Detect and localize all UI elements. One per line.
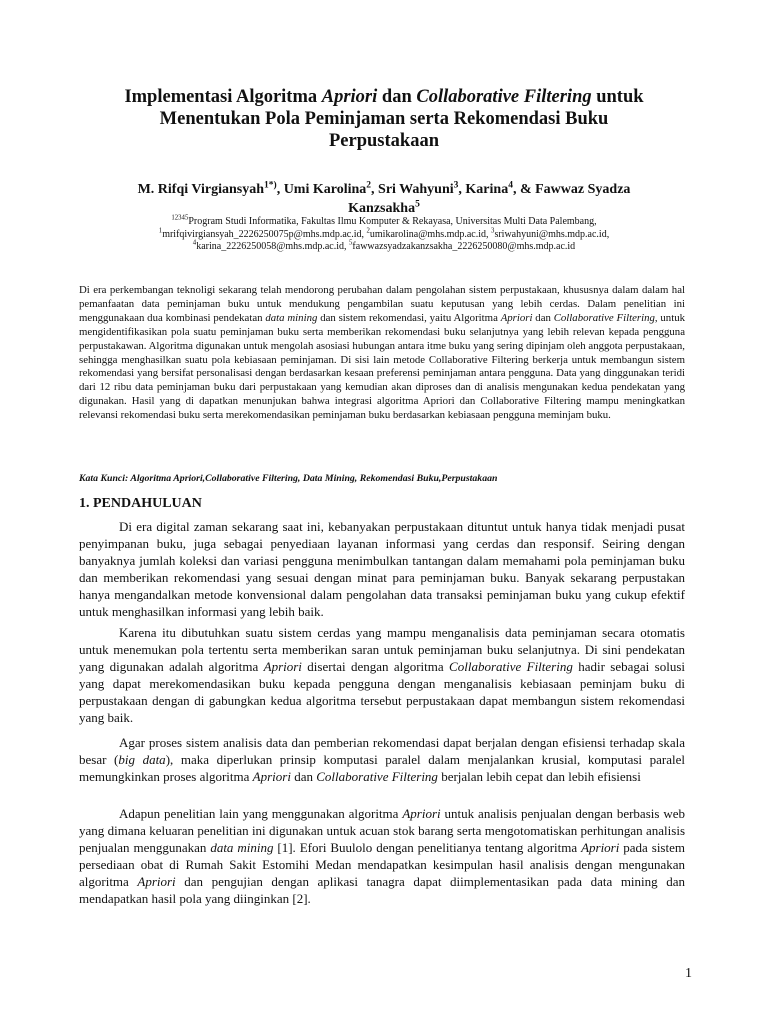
author-list: [80, 180, 688, 218]
author-email: sriwahyuni@mhs.mdp.ac.id,: [494, 228, 610, 240]
paragraph-italic: Collaborative Filtering: [316, 769, 438, 785]
paragraph-text: hadir sebagai solusi yang dapat merekomendasikan buku kepada pengguna dengan menganalisis kebiasaan peminjam buku di perpustakaan dengan di gabungkan kedua algoritma tersebut perpustakaan dapat membangun sistem rekomendasi yang baik.: [79, 659, 685, 726]
email-sup: 3: [491, 227, 495, 235]
author-name: , Umi Karolina: [276, 182, 367, 197]
author-name: , Sri Wahyuni: [371, 182, 454, 197]
email-sup: 2: [366, 227, 370, 235]
paragraph-text: dan pengujian dengan aplikasi tanagra dapat diimplementasikan pada data mining dan mendapatkan hasil pola yang diinginkan [2].: [79, 874, 685, 907]
author-sup: 5: [415, 199, 420, 210]
author-email: umikarolina@mhs.mdp.ac.id,: [369, 228, 492, 240]
paragraph-italic: Apriori: [263, 659, 302, 675]
title-line-2: Menentukan Pola Peminjaman serta Rekomendasi Buku: [159, 109, 609, 129]
paragraph-text: Di era digital zaman sekarang saat ini, kebanyakan perpustakaan dituntut untuk hanya tidak menjadi pusat penyimpanan buku, juga sebagai penyediaan layanan informasi yang cerdas dan responsif. Seiring dengan banyaknya jumlah koleksi dan variasi pengguna menimbulkan tantangan dalam memahami pola peminjaman buku dan memberikan rekomendasi yang sesuai dengan minat para peminjaman buku. Banyak sekarang perpustakan hanya mengandalkan metode konvensional dalam pengolahan data transaksi peminjaman buku yang cukup efektif untuk menghasilkan informasi yang lebih baik.: [79, 519, 685, 620]
author-name: , & Fawwaz Syadza: [512, 182, 631, 197]
author-name: Kanzsakha: [348, 201, 416, 216]
email-sup: 5: [349, 239, 353, 247]
email-sup: 1: [158, 227, 163, 235]
body-paragraph-1: [79, 518, 685, 621]
abstract-italic: Collaborative Filtering: [553, 311, 655, 324]
affiliation-block: [80, 216, 688, 254]
section-heading: 1. PENDAHULUAN: [79, 496, 202, 511]
abstract-text: , untuk mengidentifikasikan pola suatu peminjaman buku serta memberikan rekomendasi buku selanjutnya yang lebih relevan kepada pengguna perpustakawan. Algoritma digunakan untuk mengolah asosiasi hubungan antara itme buku yang sering dipinjam oleh anggota perpustakaan, sehingga menghasilkan suatu pola kebiasaan peminjaman. Di sisi lain metode Collaborative Filtering berkerja untuk membangun sistem rekomendasi yang bersifat personalisasi dengan berdasarkan kesaan preferensi peminjaman antara pengguna. Data yang dinggunakan teridi dari 12 ribu data peminjaman buku dari perpustakaan yang kemudian akan diproses dan di analisis mengunakan kedua pendekatan yang digunakan. Hasil yang di dapatkan menunjukan bahwa integrasi algoritma Apriori dan Collaborative Filtering mampu meningkatkan relevansi rekomendasi buku serta merekomendasikan peminjaman buku berdasarkan kebiasaan pengguna meminjam buku.: [79, 311, 685, 422]
author-sup: 1*): [264, 180, 277, 191]
paragraph-italic: Apriori: [581, 840, 620, 856]
paragraph-text: disertai dengan algoritma: [301, 659, 450, 675]
affiliation-text: Program Studi Informatika, Fakultas Ilmu Komputer & Rekayasa, Universitas Multi Data Palembang,: [188, 216, 597, 227]
abstract-italic: Apriori: [500, 311, 533, 324]
paragraph-text: Adapun penelitian lain yang menggunakan algoritma: [119, 806, 403, 821]
body-paragraph-2: [79, 624, 685, 727]
paragraph-italic: big data: [118, 752, 166, 768]
paragraph-text: pada sistem persediaan obat di Rumah Sakit Estomihi Medan mendapatkan kesimpulan hasil analisis dengan mengunakan algoritma: [79, 840, 685, 890]
abstract-text: Di era perkembangan teknoligi sekarang telah mendorong perubahan dalam pengolahan sistem perpustakaan, khususnya dalam dalam hal pemanfaatan data peminjaman buku untuk mendukung pengambilan suatu keputusan yang lebih cerdas. Dalam penelitian ini menggunakaan dua kombinasi pendekatan: [79, 284, 685, 324]
paragraph-italic: Apriori: [402, 806, 441, 821]
paragraph-text: dan: [290, 769, 317, 785]
author-sup: 4: [508, 180, 513, 191]
title-italic: Apriori: [321, 87, 378, 107]
body-paragraph-4: [79, 805, 685, 908]
paragraph-italic: data mining: [210, 840, 274, 856]
author-name: M. Rifqi Virgiansyah: [137, 182, 264, 197]
abstract-text: dan: [532, 311, 554, 324]
abstract-text: dan sistem rekomendasi, yaitu Algoritma: [317, 311, 501, 324]
title-text: Implementasi Algoritma: [124, 87, 322, 107]
paragraph-italic: Apriori: [137, 874, 176, 890]
author-sup: 3: [453, 180, 459, 191]
paragraph-text: [1]. Efori Buulolo dengan penelitianya tentang algoritma: [273, 840, 582, 856]
author-email: karina_2226250058@mhs.mdp.ac.id,: [196, 241, 350, 252]
keywords: Kata Kunci: Algoritma Apriori,Collaborative Filtering, Data Mining, Rekomendasi Buku,Perpustakaan: [79, 473, 498, 484]
title-line-3: Perpustakaan: [329, 131, 439, 151]
paragraph-italic: Collaborative Filtering: [449, 659, 573, 675]
author-sup: 2: [366, 180, 372, 191]
title-text: untuk: [591, 87, 644, 107]
paragraph-text: berjalan lebih cepat dan lebih efisiensi: [437, 769, 641, 785]
abstract: [79, 284, 685, 423]
paragraph-italic: Apriori: [252, 769, 291, 785]
affiliation-sup: 12345: [171, 214, 189, 222]
title-italic: Collaborative Filtering: [416, 87, 592, 107]
paragraph-text: ), maka diperlukan prinsip komputasi paralel dalam menjalankan krusial, komputasi paralel memungkinkan proses algoritma: [79, 752, 685, 785]
title-text: dan: [377, 87, 417, 107]
author-email: mrifqivirgiansyah_2226250075p@mhs.mdp.ac.id,: [162, 228, 367, 240]
paper-title: [70, 86, 698, 152]
author-email: fawwazsyadzakanzsakha_2226250080@mhs.mdp.ac.id: [352, 241, 576, 252]
abstract-italic: data mining: [265, 311, 318, 324]
page-number: 1: [685, 966, 692, 981]
paragraph-text: untuk analisis penjualan dengan berbasis web yang dimana keluaran penelitian ini digunakan untuk acuan stok barang serta mengotomatiskan perhitungan analisis penjualan menggunakan: [79, 806, 685, 856]
body-paragraph-3: [79, 734, 685, 785]
email-sup: 4: [192, 239, 197, 247]
paragraph-text: Karena itu dibutuhkan suatu sistem cerdas yang mampu menganalisis data peminjaman secara otomatis untuk menemukan pola tertentu serta memberikan saran untuk peminjaman buku selanjutnya. Di sini pendekatan yang digunakan adalah algoritma: [79, 625, 685, 675]
paragraph-text: Agar proses sistem analisis data dan pemberian rekomendasi dapat berjalan dengan efisiensi terhadap skala besar (: [79, 735, 685, 768]
author-name: , Karina: [458, 182, 509, 197]
